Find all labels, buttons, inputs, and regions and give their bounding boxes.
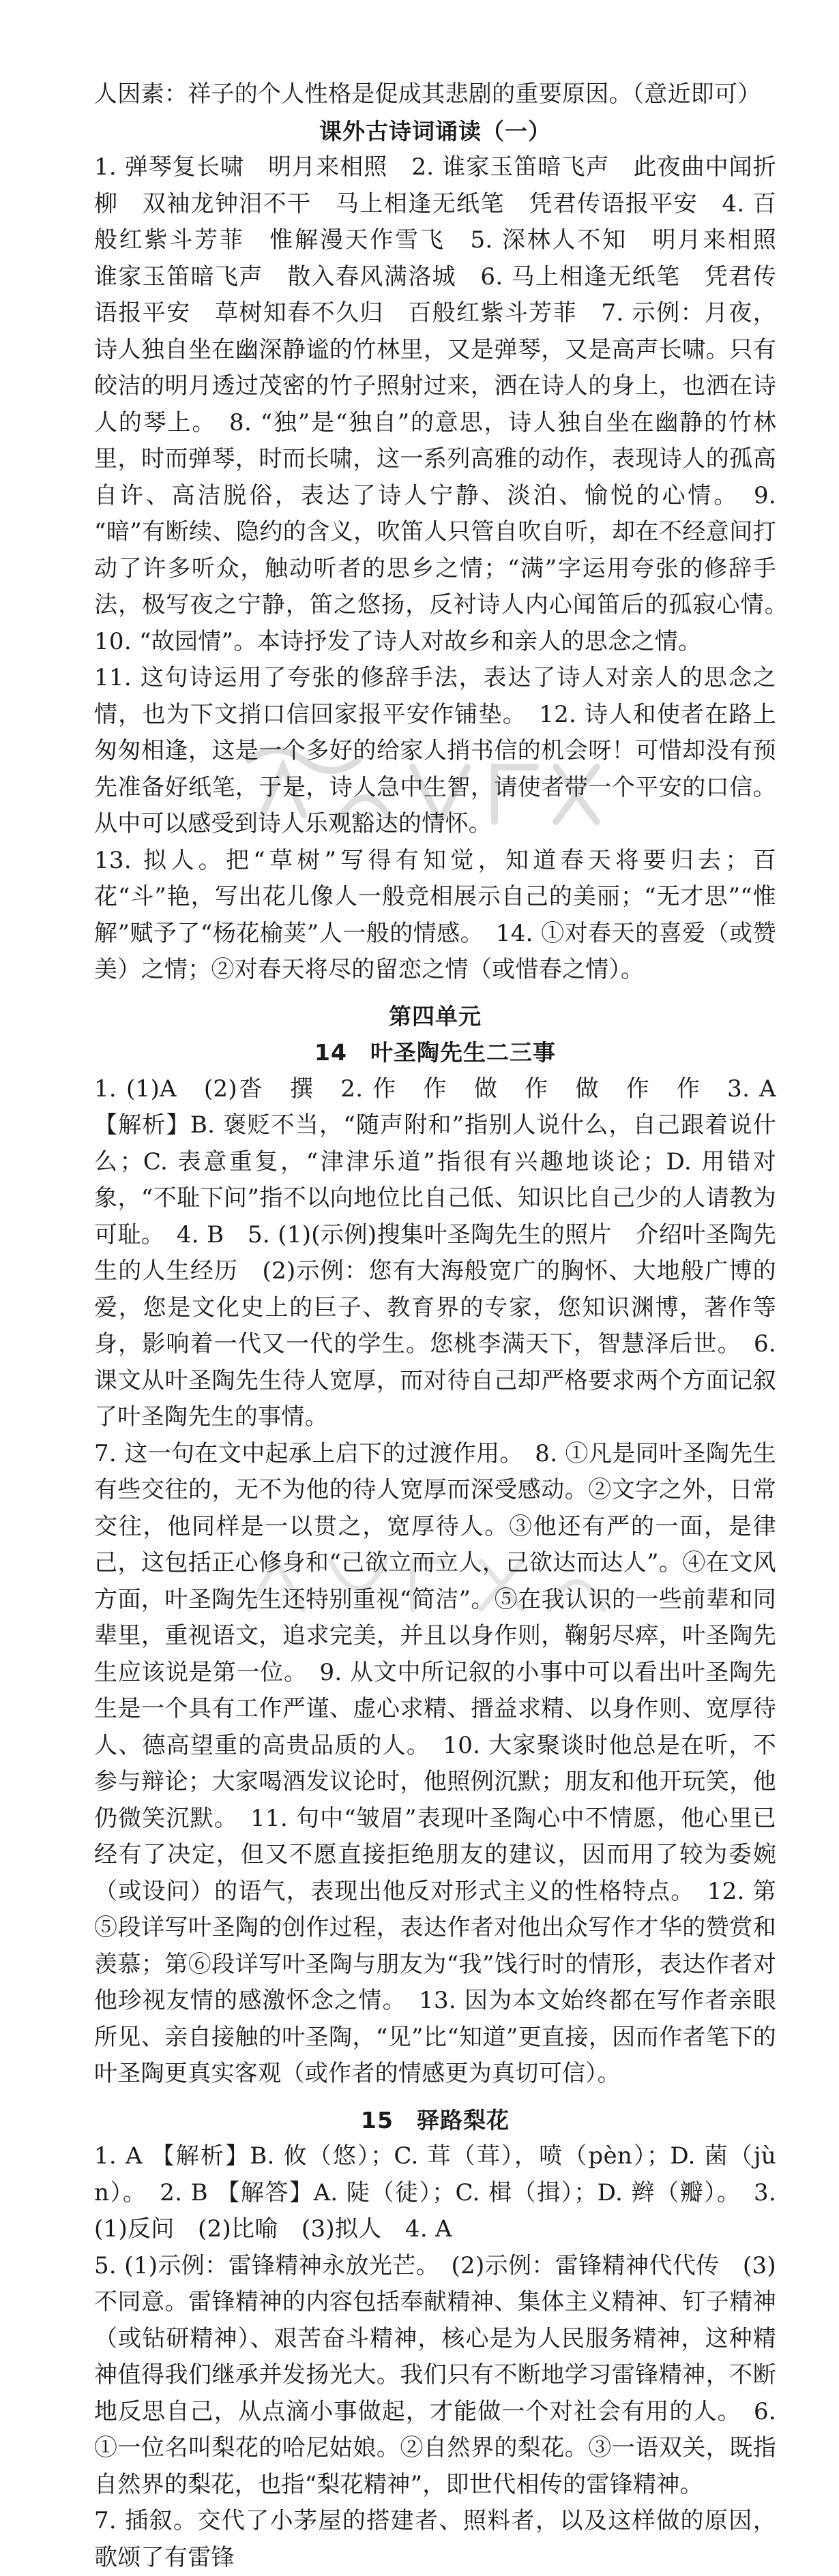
paragraph-poetry-answers-2: 11. 这句诗运用了夸张的修辞手法，表达了诗人对亲人的思念之情，也为下文捎口信回家报平安作铺垫。 12. 诗人和使者在路上匆匆相逢，这是一个多好的给家人捎书信的机会呀！可惜却没有预先准备好纸笔，于是，诗人急中生智，请使者带一个平安的口信。从中可以感受到诗人乐观豁达的情怀。: [94, 664, 776, 837]
paragraph-poetry-answers-1: 1. 弹琴复长啸 明月来相照 2. 谁家玉笛暗飞声 此夜曲中闻折柳 双袖龙钟泪不干 马上相逢无纸笔 凭君传语报平安 4. 百般红紫斗芳菲 惟解漫天作雪飞 5. 深林人不知 明月来相照 谁家玉笛暗飞声 散入春风满洛城 6. 马上相逢无纸笔 凭君传语报平安 草树知春不久归 百般红紫斗芳菲 7. 示例：月夜，诗人独自坐在幽深静谧的竹林里，又是弹琴，又是高声长啸。只有皎洁的明月透过茂密的竹子照射过来，洒在诗人的身上，也洒在诗人的琴上。 8. “独”是“独自”的意思，诗人独自坐在幽静的竹林里，时而弹琴，时而长啸，这一系列高雅的动作，表现诗人的孤高自许、高洁脱俗，表达了诗人宁静、淡泊、愉悦的心情。 9. “暗”有断续、隐约的含义，吹笛人只管自吹自听，却在不经意间打动了许多听众，触动听者的思乡之情；“满”字运用夸张的修辞手法，极写夜之宁静，笛之悠扬，反衬诗人内心闻笛后的孤寂心情。 10. “故园情”。本诗抒发了诗人对故乡和亲人的思念之情。: [94, 153, 800, 655]
paragraph-intro: 人因素：祥子的个人性格是促成其悲剧的重要原因。（意近即可）: [94, 80, 761, 108]
lesson-heading-15: 15 驿路梨花: [361, 2106, 510, 2133]
unit-heading: 第四单元: [389, 1002, 482, 1030]
paragraph-poetry-answers-3: 13. 拟人。把“草树”写得有知觉，知道春天将要归去；百花“斗”艳，写出花儿像人一般竞相展示自己的美丽；“无才思”“惟解”赋予了“杨花榆荚”人一般的情感。 14. ①对春天的喜爱（或赞美）之情；②对春天将尽的留恋之情（或惜春之情）。: [94, 846, 776, 983]
paragraph-lesson14-answers-2: 7. 这一句在文中起承上启下的过渡作用。 8. ①凡是同叶圣陶先生有些交往的，无不为他的待人宽厚而深受感动。②文字之外，日常交往，他同样是一以贯之，宽厚待人。③他还有严的一面，是律己，这包括正心修身和“己欲立而立人，己欲达而达人”。④在文风方面，叶圣陶先生还特别重视“简洁”。⑤在我认识的一些前辈和同辈里，重视语文，追求完美，并且以身作则，鞠躬尽瘁，叶圣陶先生应该说是第一位。 9. 从文中所记叙的小事中可以看出叶圣陶先生是一个具有工作严谨、虚心求精、搢益求精、以身作则、宽厚待人、德高望重的高贵品质的人。 10. 大家聚谈时他总是在听，不参与辩论；大家喝酒发议论时，他照例沉默；朋友和他开玩笑，他仍微笑沉默。 11. 句中“皱眉”表现叶圣陶心中不情愿，他心里已经有了决定，但又不愿直接拒绝朋友的建议，因而用了较为委婉（或设问）的语气，表现出他反对形式主义的性格特点。 12. 第⑤段详写叶圣陶的创作过程，表达作者对他出众写作才华的赞赏和羡慕；第⑥段详写叶圣陶与朋友为“我”饯行时的情形，表达作者对他珍视友情的感激怀念之情。 13. 因为本文始终都在写作者亲眼所见、亲自接触的叶圣陶，“见”比“知道”更直接，因而作者笔下的叶圣陶更真实客观（或作者的情感更为真切可信）。: [94, 1439, 776, 2087]
lesson-heading-14: 14 叶圣陶先生二三事: [314, 1039, 556, 1066]
paragraph-lesson15-answers-3: 7. 插叙。交代了小茅屋的搭建者、照料者，以及这样做的原因，歌颂了有雷锋: [94, 2507, 776, 2571]
section-heading-classical-poetry: 课外古诗词诵读（一）: [319, 117, 551, 145]
paragraph-lesson15-answers-1: 1. A 【解析】B. 攸（悠）；C. 茸（茸），喷（pèn）；D. 菌（jùn）。 2. B 【解答】A. 陡（徒）；C. 楫（揖）；D. 辫（瓣）。 3. (1)反问 (2)比喻 (3)拟人 4. A: [94, 2142, 776, 2243]
answer-page: [94, 76, 800, 2576]
paragraph-lesson15-answers-2: 5. (1)示例：雷锋精神永放光芒。 (2)示例：雷锋精神代代传 (3)不同意。雷锋精神的内容包括奉献精神、集体主义精神、钉子精神（或钻研精神）、艰苦奋斗精神，核心是为人民服务精神，这种精神值得我们继承并发扬光大。我们只有不断地学习雷锋精神，不断地反思自己，从点滴小事做起，才能做一个对社会有用的人。 6. ①一位名叫梨花的哈尼姑娘。②自然界的梨花。③一语双关，既指自然界的梨花，也指“梨花精神”，即世代相传的雷锋精神。: [94, 2251, 776, 2498]
paragraph-lesson14-answers-1: 1. (1)A (2)沓 撰 2. 作 作 做 作 做 作 作 3. A 【解析】B. 褒贬不当，“随声附和”指别人说什么，自己跟着说什么；C. 表意重复，“津津乐道”指很有兴趣地谈论；D. 用错对象，“不耻下问”指不以向地位比自己低、知识比自己少的人请教为可耻。 4. B 5. (1)(示例)搜集叶圣陶先生的照片 介绍叶圣陶先生的人生经历 (2)示例：您有大海般宽广的胸怀、大地般广博的爱，您是文化史上的巨子、教育界的专家，您知识渊博，著作等身，影响着一代又一代的学生。您桃李满天下，智慧泽后世。 6. 课文从叶圣陶先生待人宽厚，而对待自己却严格要求两个方面记叙了叶圣陶先生的事情。: [94, 1075, 776, 1431]
